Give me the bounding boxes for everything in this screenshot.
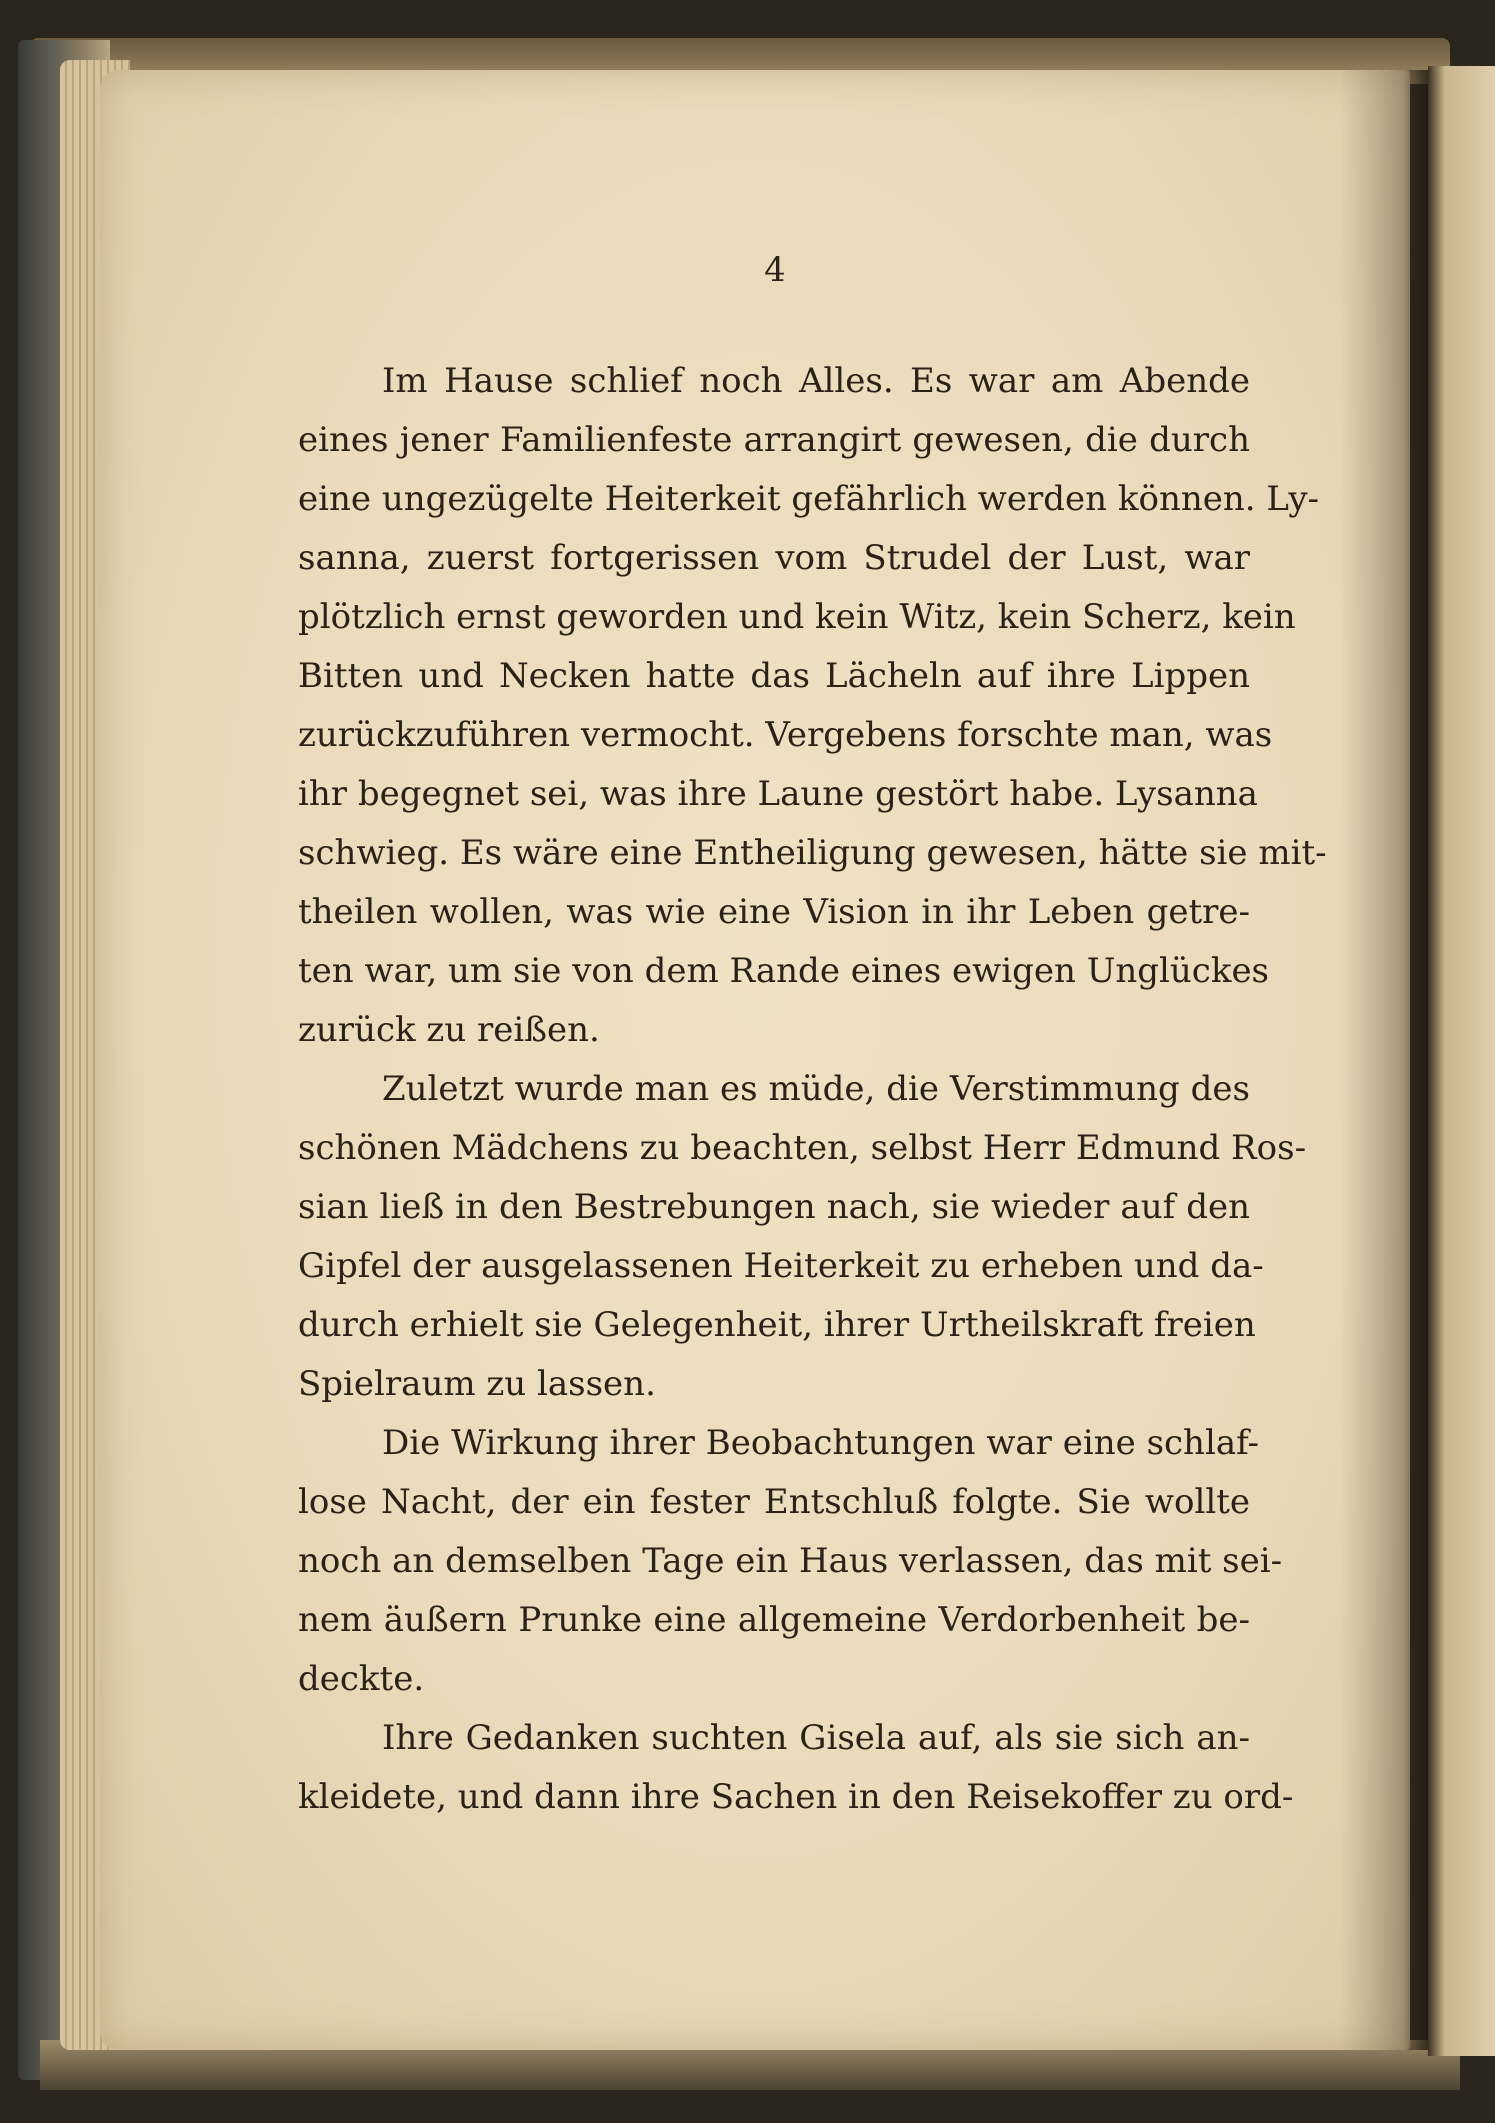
text-line: Bitten und Necken hatte das Lächeln auf ihre Lippen: [298, 656, 1250, 696]
text-line: sian ließ in den Bestrebungen nach, sie wieder auf den: [298, 1187, 1250, 1227]
text-line: noch an demselben Tage ein Haus verlassen, das mit sei-: [298, 1541, 1283, 1581]
paragraph: [298, 352, 1327, 1060]
text-line: Spielraum zu lassen.: [298, 1364, 656, 1404]
facing-page-sliver: [1428, 66, 1495, 2056]
paragraph: [298, 1060, 1307, 1414]
text-line: kleidete, und dann ihre Sachen in den Reisekoffer zu ord-: [298, 1777, 1294, 1817]
paragraph: [298, 1414, 1283, 1709]
text-line: Ihre Gedanken suchten Gisela auf, als sie sich an-: [382, 1718, 1250, 1758]
text-line: deckte.: [298, 1659, 425, 1699]
text-line: eines jener Familienfeste arrangirt gewesen, die durch: [298, 420, 1250, 460]
page-number: 4: [764, 250, 786, 290]
text-line: schönen Mädchens zu beachten, selbst Herr Edmund Ros-: [298, 1128, 1307, 1168]
text-line: sanna, zuerst fortgerissen vom Strudel der Lust, war: [298, 538, 1250, 578]
text-line: lose Nacht, der ein fester Entschluß folgte. Sie wollte: [298, 1482, 1250, 1522]
text-line: plötzlich ernst geworden und kein Witz, kein Scherz, kein: [298, 597, 1296, 637]
text-line: Gipfel der ausgelassenen Heiterkeit zu erheben und da-: [298, 1246, 1264, 1286]
paragraph: [298, 1709, 1294, 1827]
text-line: zurückzuführen vermocht. Vergebens forschte man, was: [298, 715, 1273, 755]
text-line: eine ungezügelte Heiterkeit gefährlich werden können. Ly-: [298, 479, 1320, 519]
spine-gutter-shadow: [1340, 70, 1430, 2050]
text-line: schwieg. Es wäre eine Entheiligung gewesen, hätte sie mit-: [298, 833, 1327, 873]
text-line: durch erhielt sie Gelegenheit, ihrer Urtheilskraft freien: [298, 1305, 1256, 1345]
text-line: theilen wollen, was wie eine Vision in ihr Leben getre-: [298, 892, 1250, 932]
body-text: [298, 352, 1327, 1827]
text-line: Zuletzt wurde man es müde, die Verstimmung des: [382, 1069, 1250, 1109]
text-line: ihr begegnet sei, was ihre Laune gestört habe. Lysanna: [298, 774, 1258, 814]
text-line: Die Wirkung ihrer Beobachtungen war eine schlaf-: [382, 1423, 1259, 1463]
text-line: Im Hause schlief noch Alles. Es war am Abende: [382, 361, 1250, 401]
text-line: ten war, um sie von dem Rande eines ewigen Unglückes: [298, 951, 1270, 991]
text-line: nem äußern Prunke eine allgemeine Verdorbenheit be-: [298, 1600, 1250, 1640]
text-line: zurück zu reißen.: [298, 1010, 600, 1050]
